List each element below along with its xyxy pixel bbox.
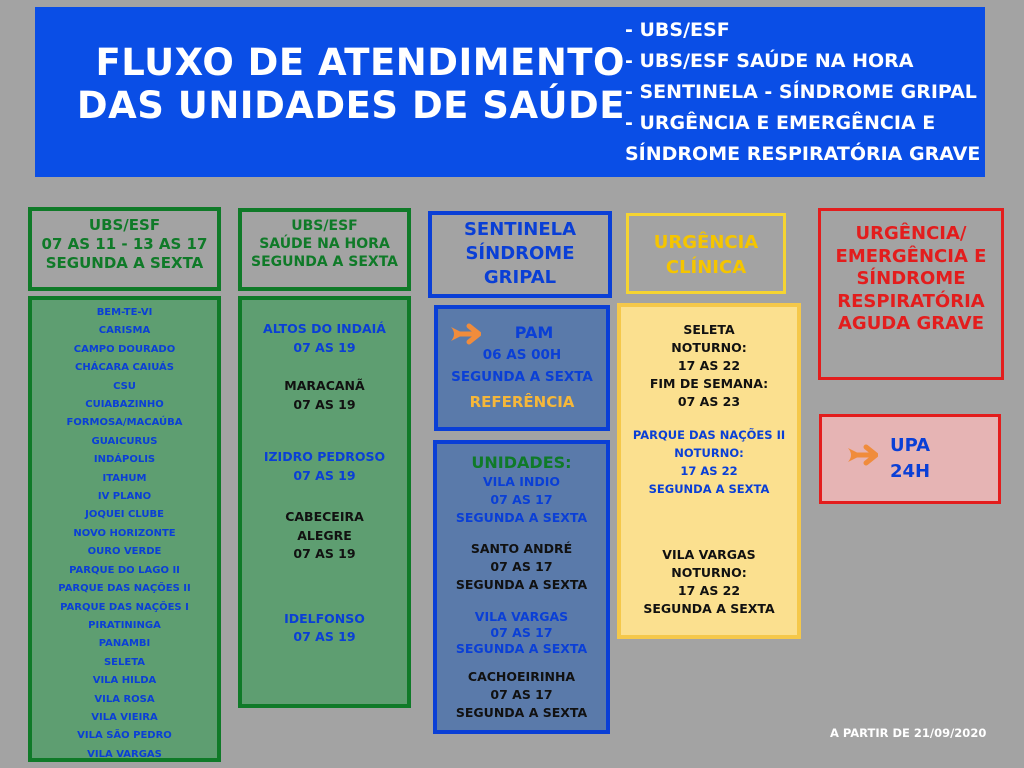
unit-name: SANTO ANDRÉ	[470, 541, 573, 556]
unit-detail: SEGUNDA A SEXTA	[643, 601, 775, 616]
unit-detail: 07 AS 23	[677, 394, 741, 409]
unit-list-item: CSU	[113, 380, 136, 392]
unit-days: SEGUNDA A SEXTA	[455, 641, 588, 656]
unit-hours: 07 AS 19	[293, 546, 356, 561]
unit-detail: FIM DE SEMANA:	[649, 376, 769, 391]
unit-hours: 07 AS 17	[490, 687, 553, 702]
header-list-item: - SENTINELA - SÍNDROME GRIPAL	[625, 81, 977, 103]
header-list-item: - UBS/ESF SAÚDE NA HORA	[625, 50, 914, 72]
heading-line: URGÊNCIA/	[855, 223, 967, 244]
unit-hours: 07 AS 19	[293, 467, 356, 483]
unit-list-item: OURO VERDE	[87, 546, 162, 558]
title-line-2: DAS UNIDADES DE SAÚDE	[76, 84, 625, 127]
unit-list-item: VILA HILDA	[92, 675, 157, 687]
unit-list-item: GUAICURUS	[91, 435, 158, 447]
heading-line: SÍNDROME	[856, 268, 966, 289]
heading-line: EMERGÊNCIA E	[835, 245, 987, 267]
unit-name: VILA INDIO	[482, 474, 561, 489]
unit-list-item: VILA VIEIRA	[91, 711, 158, 723]
heading-line: SAÚDE NA HORA	[259, 236, 390, 252]
sentinela-units-box	[433, 440, 610, 734]
page-title	[35, 41, 625, 127]
unit-detail: NOTURNO:	[671, 565, 747, 580]
unit-name: VILA VARGAS	[474, 609, 569, 624]
ubs-esf-header	[28, 207, 221, 291]
effective-date: A PARTIR DE 21/09/2020	[830, 726, 987, 740]
sentinela-header	[428, 211, 612, 298]
heading-line: UBS/ESF	[88, 216, 161, 234]
unit-list-item: PARQUE DAS NAÇÕES II	[58, 583, 191, 595]
pam-name: PAM	[514, 323, 554, 342]
upa-name: UPA	[889, 435, 931, 456]
unit-list-item: BEM-TE-VI	[96, 307, 153, 318]
unit-name: PARQUE DAS NAÇÕES II	[632, 428, 786, 442]
heading-line: URGÊNCIA	[653, 232, 759, 253]
unit-detail: 17 AS 22	[680, 464, 738, 478]
heading-line: CLÍNICA	[665, 257, 747, 278]
unit-detail: 17 AS 22	[677, 358, 741, 373]
urgencia-clinica-header	[626, 213, 786, 294]
unit-hours: 07 AS 19	[293, 629, 356, 644]
unit-detail: SEGUNDA A SEXTA	[648, 482, 770, 496]
upa-box	[819, 414, 1001, 504]
header-service-list	[625, 15, 985, 170]
unit-name: CABECEIRA	[285, 509, 364, 524]
header-list-item: SÍNDROME RESPIRATÓRIA GRAVE	[625, 143, 981, 165]
heading-line: 07 AS 11 - 13 AS 17	[41, 235, 208, 253]
unit-list-item: PANAMBI	[98, 638, 151, 650]
unit-list-item: PARQUE DO LAGO II	[69, 564, 180, 576]
unit-days: SEGUNDA A SEXTA	[455, 577, 588, 592]
unit-list-item: CAMPO DOURADO	[73, 343, 176, 355]
heading-line: RESPIRATÓRIA	[837, 290, 985, 312]
pam-days: SEGUNDA A SEXTA	[451, 369, 593, 385]
unit-hours: 07 AS 19	[293, 396, 356, 412]
heading-line: SEGUNDA A SEXTA	[251, 254, 398, 270]
heading-line: GRIPAL	[483, 267, 557, 288]
saude-na-hora-unit-list	[238, 296, 411, 708]
unit-list-item: FORMOSA/MACAÚBA	[66, 417, 183, 429]
unit-name: CACHOEIRINHA	[467, 669, 576, 684]
unit-detail: NOTURNO:	[671, 340, 747, 355]
unit-name: SELETA	[683, 322, 735, 337]
header-banner	[35, 7, 985, 177]
header-list-item: - URGÊNCIA E EMERGÊNCIA E	[625, 112, 936, 134]
unit-list-item: CARISMA	[98, 325, 151, 337]
unit-name: MARACANÃ	[284, 378, 365, 393]
unit-list-item: PIRATININGA	[88, 619, 161, 631]
unit-list-item: VILA ROSA	[94, 693, 155, 705]
unit-hours: 07 AS 19	[293, 339, 356, 355]
unit-hours: 07 AS 17	[490, 625, 553, 640]
unit-list-item: INDÁPOLIS	[93, 454, 156, 466]
pam-reference-box	[434, 305, 610, 431]
unit-list-item: ITAHUM	[102, 472, 147, 484]
pam-reference: REFERÊNCIA	[469, 393, 575, 411]
unit-name: IDELFONSO	[284, 610, 365, 626]
unit-list-item: VILA SÃO PEDRO	[77, 730, 172, 742]
units-title: UNIDADES:	[471, 453, 572, 472]
unit-name: IZIDRO PEDROSO	[263, 449, 386, 464]
unit-list-item: CUIABAZINHO	[85, 399, 164, 411]
unit-name: ALTOS DO INDAIÁ	[263, 321, 386, 336]
unit-hours: 07 AS 17	[490, 559, 553, 574]
header-list-item: - UBS/ESF	[625, 19, 730, 41]
heading-line: AGUDA GRAVE	[837, 313, 985, 334]
heading-line: UBS/ESF	[291, 218, 358, 234]
unit-detail: NOTURNO:	[674, 446, 744, 460]
upa-hours: 24H	[889, 461, 931, 482]
unit-name: VILA VARGAS	[662, 547, 756, 562]
unit-days: SEGUNDA A SEXTA	[455, 705, 588, 720]
title-line-1: FLUXO DE ATENDIMENTO	[95, 41, 625, 84]
unit-list-item: CHÁCARA CAIUÁS	[75, 362, 174, 374]
heading-line: SEGUNDA A SEXTA	[45, 254, 204, 272]
pam-hours: 06 AS 00H	[482, 347, 562, 363]
heading-line: SENTINELA	[463, 219, 577, 240]
saude-na-hora-header	[238, 208, 411, 291]
unit-list-item: SELETA	[103, 656, 146, 668]
arrow-right-icon	[449, 323, 481, 345]
heading-line: SÍNDROME	[465, 243, 575, 264]
unit-detail: 17 AS 22	[677, 583, 741, 598]
unit-list-item: JOQUEI CLUBE	[85, 509, 164, 521]
unit-list-item: VILA VARGAS	[87, 748, 162, 760]
unit-days: SEGUNDA A SEXTA	[455, 510, 588, 525]
arrow-right-icon	[846, 444, 878, 466]
unit-name: ALEGRE	[297, 527, 352, 543]
emergencia-srag-header	[818, 208, 1004, 380]
unit-hours: 07 AS 17	[490, 492, 553, 507]
unit-list-item: NOVO HORIZONTE	[73, 527, 176, 539]
ubs-esf-unit-list	[28, 296, 221, 762]
unit-list-item: IV PLANO	[97, 491, 152, 503]
unit-list-item: PARQUE DAS NAÇÕES I	[60, 601, 189, 613]
urgencia-clinica-units-box	[617, 303, 801, 639]
